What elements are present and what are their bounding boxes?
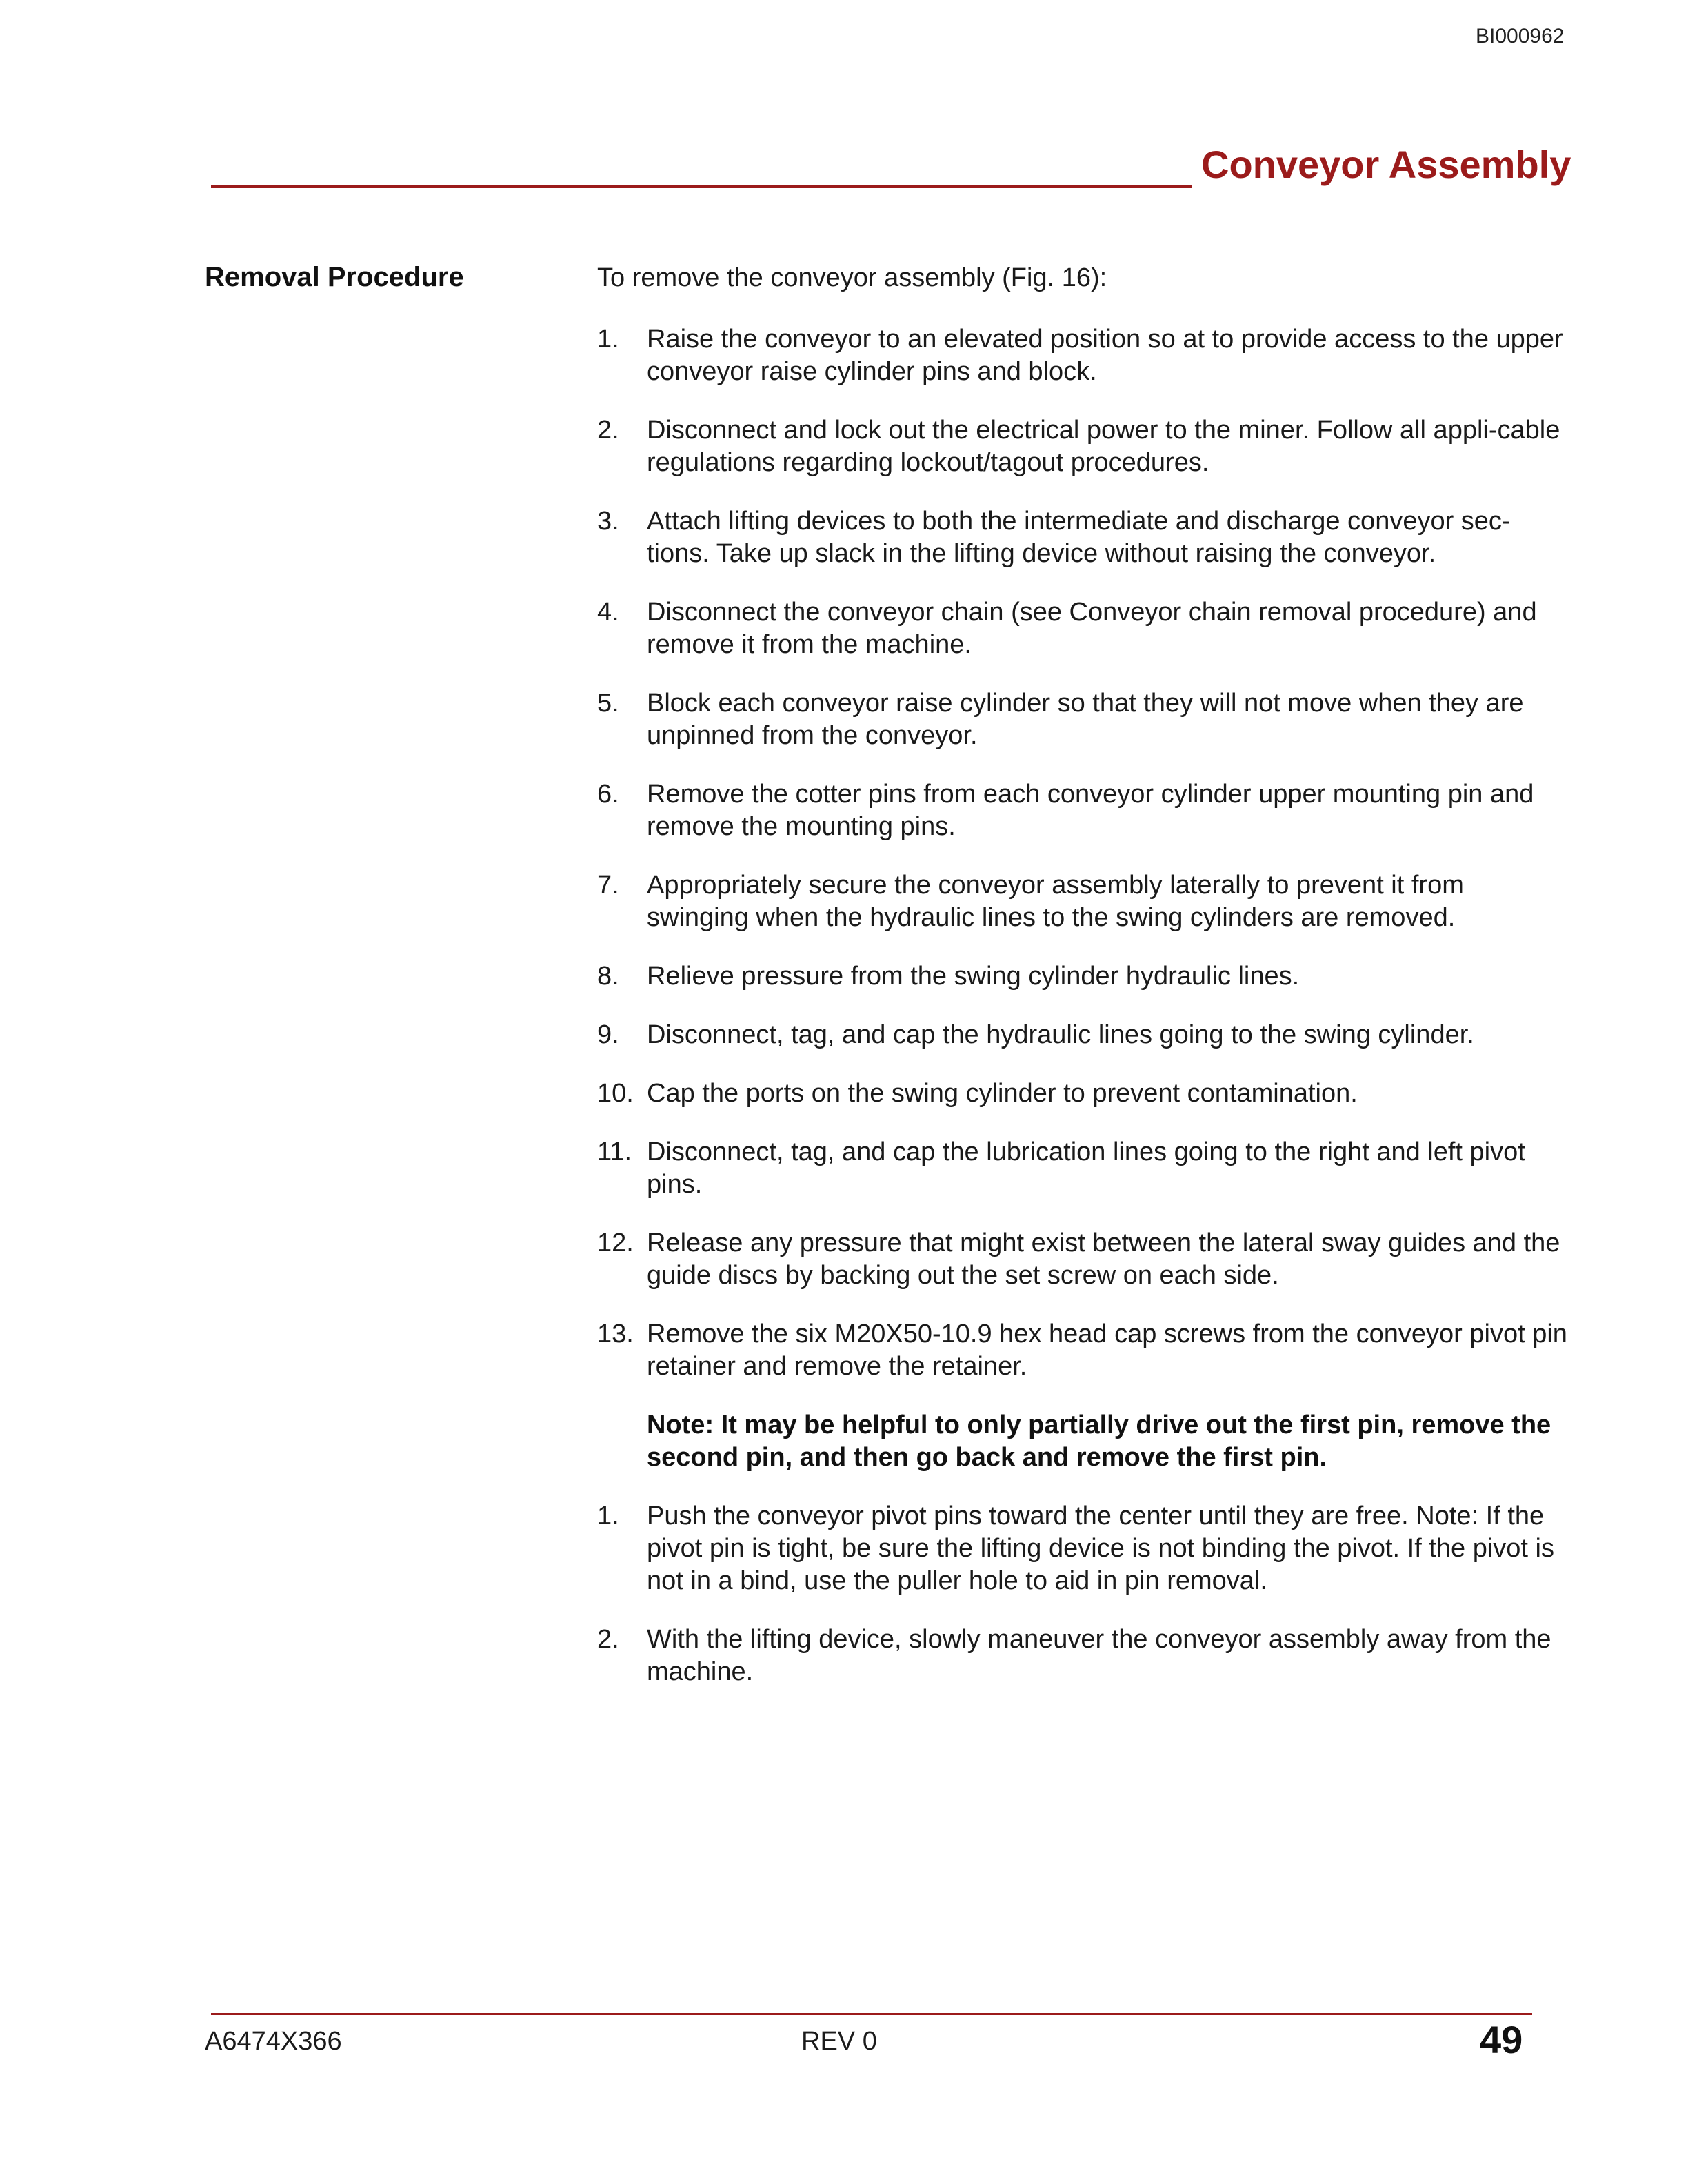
step-text: Cap the ports on the swing cylinder to prevent contamination.	[647, 1079, 1358, 1108]
procedure-steps	[597, 323, 1569, 1383]
procedure-step	[597, 596, 1569, 661]
procedure-step	[597, 1136, 1569, 1201]
procedure-step	[597, 687, 1569, 752]
procedure-step	[597, 1624, 1569, 1688]
step-text: With the lifting device, slowly maneuver the conveyor assembly away from the machine.	[647, 1625, 1551, 1686]
step-number: 5.	[597, 689, 619, 718]
step-number: 4.	[597, 598, 619, 627]
procedure-content	[597, 262, 1569, 1715]
step-text: Remove the six M20X50-10.9 hex head cap screws from the conveyor pivot pin retainer and remove the retainer.	[647, 1320, 1567, 1381]
step-text: Raise the conveyor to an elevated position so at to provide access to the upper conveyor raise cylinder pins and block.	[647, 325, 1563, 386]
section-heading: Removal Procedure	[205, 262, 464, 292]
step-text: Attach lifting devices to both the intermediate and discharge conveyor sec-tions. Take up slack in the lifting device without raising the conveyor.	[647, 507, 1511, 568]
step-text: Release any pressure that might exist between the lateral sway guides and the guide discs by backing out the set screw on each side.	[647, 1228, 1560, 1290]
procedure-step	[597, 1019, 1569, 1051]
footer-rule	[211, 2013, 1532, 2015]
procedure-step	[597, 414, 1569, 479]
page-number: 49	[1480, 2018, 1523, 2061]
procedure-note: Note: It may be helpful to only partially drive out the first pin, remove the second pin, and then go back and remove the first pin.	[647, 1410, 1551, 1472]
footer-doc-number: A6474X366	[205, 2027, 342, 2056]
step-text: Relieve pressure from the swing cylinder hydraulic lines.	[647, 962, 1300, 991]
step-text: Push the conveyor pivot pins toward the center until they are free. Note: If the pivot pin is tight, be sure the lifting device is not binding the pivot. If the pivot is not in a bind, use the puller hole to aid in pin removal.	[647, 1502, 1554, 1595]
procedure-step	[597, 869, 1569, 934]
step-number: 7.	[597, 871, 619, 900]
step-text: Block each conveyor raise cylinder so that they will not move when they are unpinned from the conveyor.	[647, 689, 1524, 750]
procedure-steps-final	[597, 1500, 1569, 1688]
step-number: 2.	[597, 416, 619, 445]
step-text: Disconnect, tag, and cap the hydraulic lines going to the swing cylinder.	[647, 1020, 1474, 1049]
step-text: Disconnect, tag, and cap the lubrication lines going to the right and left pivot pins.	[647, 1138, 1525, 1199]
step-number: 11.	[597, 1138, 632, 1166]
procedure-step	[597, 323, 1569, 388]
step-text: Remove the cotter pins from each conveyor cylinder upper mounting pin and remove the mounting pins.	[647, 780, 1534, 841]
document-id: BI000962	[1476, 25, 1565, 48]
step-number: 1.	[597, 325, 619, 354]
procedure-step	[597, 505, 1569, 570]
step-text: Disconnect and lock out the electrical power to the miner. Follow all appli-cable regulations regarding lockout/tagout procedures.	[647, 416, 1560, 477]
step-number: 2.	[597, 1625, 619, 1654]
header-rule	[211, 185, 1192, 188]
procedure-step	[597, 960, 1569, 993]
page-title: Conveyor Assembly	[1201, 143, 1571, 186]
procedure-step	[597, 778, 1569, 843]
step-number: 6.	[597, 780, 619, 809]
step-number: 9.	[597, 1020, 619, 1049]
procedure-step	[597, 1500, 1569, 1597]
step-number: 12.	[597, 1228, 634, 1257]
procedure-step	[597, 1078, 1569, 1110]
step-number: 10.	[597, 1079, 634, 1108]
procedure-intro: To remove the conveyor assembly (Fig. 16):	[597, 263, 1107, 292]
step-number: 8.	[597, 962, 619, 991]
step-number: 1.	[597, 1502, 619, 1530]
procedure-step	[597, 1318, 1569, 1383]
step-text: Appropriately secure the conveyor assembly laterally to prevent it from swinging when the hydraulic lines to the swing cylinders are removed.	[647, 871, 1464, 932]
step-number: 13.	[597, 1320, 634, 1348]
step-text: Disconnect the conveyor chain (see Conveyor chain removal procedure) and remove it from the machine.	[647, 598, 1537, 659]
footer-revision: REV 0	[801, 2027, 877, 2056]
procedure-step	[597, 1227, 1569, 1292]
step-number: 3.	[597, 507, 619, 536]
